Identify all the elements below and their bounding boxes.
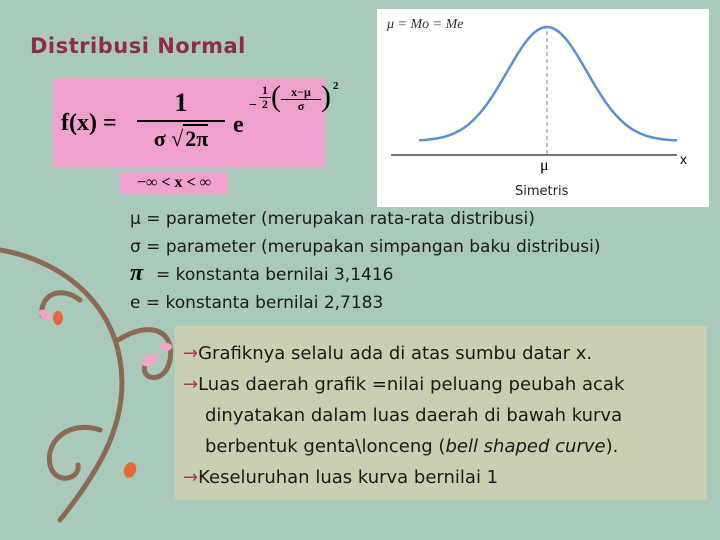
formula-fraction-bar	[137, 120, 225, 122]
formula-denominator	[137, 124, 225, 154]
exp-half-num: 1	[262, 83, 268, 97]
def-e: e = konstanta bernilai 2,7183	[130, 293, 384, 313]
exp-inner	[281, 86, 321, 113]
graph-caption: Simetris	[515, 184, 569, 199]
arrow-icon: →	[183, 467, 199, 488]
note-3	[183, 462, 498, 493]
formula-numerator: 1	[174, 88, 188, 117]
def-sigma: σ = parameter (merupakan simpangan baku distribusi)	[130, 237, 601, 257]
arrow-icon: →	[183, 374, 199, 395]
exp-inner-den: σ	[297, 99, 305, 113]
formula-sqrt-arg: 2π	[185, 126, 209, 151]
formula-sigma: σ	[153, 126, 166, 151]
right-paren-icon: )	[321, 80, 331, 113]
def-pi-row	[130, 261, 601, 289]
formula-coefficient	[137, 88, 225, 154]
exp-power: 2	[333, 80, 339, 92]
def-pi: = konstanta bernilai 3,1416	[156, 265, 394, 285]
left-paren-icon: (	[271, 80, 281, 113]
properties-box	[175, 326, 707, 500]
note-text: berbentuk genta\lonceng (	[205, 436, 446, 457]
note-2-cont: dinyatakan dalam luas daerah di bawah kurva	[205, 405, 623, 426]
exp-sign: −	[249, 98, 257, 113]
note-3-text: Keseluruhan luas kurva bernilai 1	[198, 467, 499, 488]
exp-inner-num: x−μ	[291, 85, 311, 99]
note-text-end: ).	[605, 436, 619, 457]
bell-curve-svg	[377, 9, 709, 207]
note-1-text: Grafiknya selalu ada di atas sumbu datar x.	[198, 343, 593, 364]
exp-half-den: 2	[262, 97, 268, 111]
formula-lhs: f(x) =	[61, 110, 117, 136]
graph-x-label: x	[680, 151, 687, 167]
def-mu: μ = parameter (merupakan rata-rata distribusi)	[130, 209, 535, 229]
note-2-text: Luas daerah grafik =nilai peluang peubah acak	[198, 374, 625, 395]
normal-curve-graph	[377, 9, 709, 207]
arrow-icon: →	[183, 343, 199, 364]
sqrt-icon: √	[171, 126, 184, 151]
slide-title: Distribusi Normal	[30, 34, 246, 58]
note-1	[183, 338, 592, 369]
formula-domain: −∞ < x < ∞	[120, 172, 228, 194]
note-2	[183, 369, 624, 400]
parameter-definitions	[130, 205, 601, 317]
bell-curve-path	[419, 27, 677, 140]
normal-pdf-formula	[53, 78, 339, 168]
graph-mean-mode-median-label: μ = Mo = Me	[387, 17, 464, 32]
exp-half	[259, 84, 271, 111]
formula-base: e	[233, 112, 244, 138]
pi-symbol: π	[130, 260, 144, 286]
graph-mu-label: μ	[540, 157, 549, 174]
note-italic: bell shaped curve	[445, 436, 606, 457]
note-2-cont-2	[205, 431, 618, 462]
